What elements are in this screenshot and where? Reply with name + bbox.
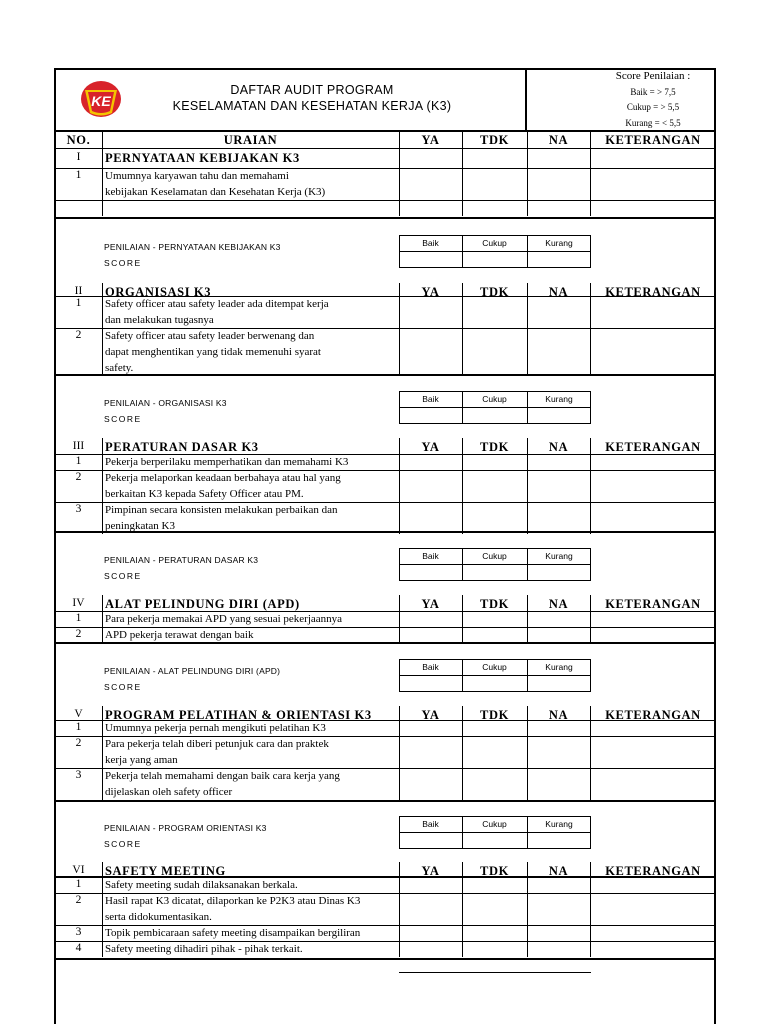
kurang-label: Kurang <box>545 238 573 248</box>
item-number: 1 <box>75 721 82 733</box>
header-bottom-line <box>55 130 716 132</box>
grid-line <box>55 941 716 942</box>
grid-line <box>102 784 103 800</box>
grid-line <box>102 470 103 486</box>
grid-line <box>55 454 716 455</box>
grid-line <box>102 312 103 328</box>
cukup-label: Cukup <box>482 394 507 404</box>
score-legend-cukup: Cukup = > 5,5 <box>626 102 680 112</box>
section-roman: V <box>74 708 83 720</box>
cukup-score-cell[interactable] <box>463 252 526 266</box>
penilaian-top <box>55 531 716 533</box>
grid-line <box>590 486 591 502</box>
item-number: 2 <box>75 329 82 341</box>
grid-line <box>462 752 463 768</box>
baik-label: Baik <box>422 819 439 829</box>
item-number: 3 <box>75 769 82 781</box>
grid-line <box>527 784 528 800</box>
grid-line <box>102 736 103 752</box>
item-text: berkaitan K3 kepada Safety Officer atau PM. <box>105 488 304 500</box>
grid-line <box>527 312 528 328</box>
grid-line <box>399 768 400 784</box>
grid-line <box>102 328 103 344</box>
grid-line <box>55 470 716 471</box>
grid-line <box>102 720 103 736</box>
grid-line <box>55 893 716 894</box>
grid-line <box>102 283 103 296</box>
item-number: 1 <box>75 169 82 181</box>
grid-line <box>590 168 591 184</box>
grid-line <box>462 328 463 344</box>
col-ya-header: YA <box>421 285 440 299</box>
grid-line <box>102 706 103 720</box>
grid-line <box>399 470 400 486</box>
item-text: peningkatan K3 <box>105 520 175 532</box>
grid-line <box>527 502 528 518</box>
grid-line <box>590 784 591 800</box>
cukup-label: Cukup <box>482 238 507 248</box>
grid-line <box>527 893 528 909</box>
grid-line <box>527 941 528 957</box>
grid-line <box>527 296 528 312</box>
cukup-label: Cukup <box>482 551 507 561</box>
col-tdk-header: TDK <box>480 708 509 722</box>
item-text: Umumnya pekerja pernah mengikuti pelatihan K3 <box>105 722 326 734</box>
item-text: Pekerja telah memahami dengan baik cara kerja yang <box>105 770 340 782</box>
grid-line <box>527 470 528 486</box>
penilaian-label: PENILAIAN - PERNYATAAN KEBIJAKAN K3 <box>104 242 281 252</box>
col-na-header: NA <box>548 440 569 454</box>
grid-line <box>399 925 400 941</box>
grid-line <box>590 148 591 168</box>
grid-line <box>55 328 716 329</box>
grid-line <box>399 328 400 344</box>
section-title: SAFETY MEETING <box>105 864 226 878</box>
item-text: Para pekerja telah diberi petunjuk cara dan praktek <box>105 738 329 750</box>
kurang-score-cell[interactable] <box>528 565 590 579</box>
grid-line <box>527 184 528 200</box>
grid-line <box>527 909 528 925</box>
grid-line <box>102 893 103 909</box>
grid-line <box>399 611 400 627</box>
col-keterangan-header: KETERANGAN <box>605 133 701 147</box>
grid-line <box>462 344 463 360</box>
grid-line <box>399 312 400 328</box>
cukup-label: Cukup <box>482 662 507 672</box>
grid-line <box>55 736 716 737</box>
baik-score-cell[interactable] <box>400 676 461 690</box>
grid-line <box>527 720 528 736</box>
item-number: 4 <box>75 942 82 954</box>
grid-line <box>527 627 528 643</box>
grid-line <box>55 768 716 769</box>
item-number: 1 <box>75 297 82 309</box>
score-label: SCORE <box>104 682 142 692</box>
grid-line <box>399 148 400 168</box>
grid-line <box>590 312 591 328</box>
grid-line <box>55 296 716 297</box>
score-label: SCORE <box>104 839 142 849</box>
grid-line <box>399 784 400 800</box>
grid-line <box>590 877 591 893</box>
grid-line <box>462 611 463 627</box>
kurang-label: Kurang <box>545 819 573 829</box>
penilaian-top <box>55 800 716 802</box>
grid-line <box>462 184 463 200</box>
grid-line <box>399 200 400 216</box>
penilaian-label: PENILAIAN - ORGANISASI K3 <box>104 398 227 408</box>
item-text: Pekerja berperilaku memperhatikan dan memahami K3 <box>105 456 349 468</box>
grid-line <box>590 736 591 752</box>
grid-line <box>527 925 528 941</box>
grid-line <box>590 909 591 925</box>
grid-line <box>590 893 591 909</box>
item-number: 3 <box>75 503 82 515</box>
baik-score-cell[interactable] <box>400 833 461 847</box>
item-text: Umumnya karyawan tahu dan memahami <box>105 170 289 182</box>
item-text: Safety meeting dihadiri pihak - pihak terkait. <box>105 943 303 955</box>
grid-line <box>102 611 103 627</box>
col-keterangan-header: KETERANGAN <box>605 285 701 299</box>
grid-line <box>399 941 400 957</box>
item-number: 1 <box>75 612 82 624</box>
item-text: APD pekerja terawat dengan baik <box>105 629 254 641</box>
grid-line <box>590 200 591 216</box>
grid-line <box>590 344 591 360</box>
item-number: 2 <box>75 628 82 640</box>
grid-line <box>102 486 103 502</box>
grid-line <box>102 877 103 893</box>
grid-line <box>55 720 716 721</box>
doc-title-line1: DAFTAR AUDIT PROGRAM <box>230 83 394 97</box>
baik-score-cell[interactable] <box>400 252 461 266</box>
col-na-header: NA <box>548 285 569 299</box>
item-text: safety. <box>105 362 134 374</box>
grid-line <box>399 502 400 518</box>
score-legend-baik: Baik = > 7,5 <box>630 87 676 97</box>
item-text: Para pekerja memakai APD yang sesuai pekerjaannya <box>105 613 343 625</box>
score-legend-kurang: Kurang = < 5,5 <box>625 118 681 128</box>
grid-line <box>102 941 103 957</box>
item-text: Pekerja melaporkan keadaan berbahaya atau hal yang <box>105 472 341 484</box>
penilaian-label: PENILAIAN - ALAT PELINDUNG DIRI (APD) <box>104 666 281 676</box>
section-title: PERNYATAAN KEBIJAKAN K3 <box>105 151 300 165</box>
grid-line <box>462 470 463 486</box>
cukup-score-cell[interactable] <box>463 408 526 422</box>
col-tdk-header: TDK <box>480 597 509 611</box>
grid-line <box>102 627 103 643</box>
grid-line <box>462 200 463 216</box>
grid-line <box>590 611 591 627</box>
col-keterangan-header: KETERANGAN <box>605 597 701 611</box>
col-tdk-header: TDK <box>480 133 509 147</box>
penilaian-label: PENILAIAN - PERATURAN DASAR K3 <box>104 555 259 565</box>
grid-line <box>590 502 591 518</box>
grid-line <box>462 909 463 925</box>
grid-line <box>102 296 103 312</box>
grid-line <box>102 925 103 941</box>
item-text: Safety officer atau safety leader berwenang dan <box>105 330 315 342</box>
grid-line <box>527 486 528 502</box>
col-tdk-header: TDK <box>480 864 509 878</box>
baik-label: Baik <box>422 238 439 248</box>
col-no-header: NO. <box>66 133 91 147</box>
grid-line <box>102 909 103 925</box>
grid-line <box>590 328 591 344</box>
grid-line <box>462 736 463 752</box>
grid-line <box>102 752 103 768</box>
svg-text:KE: KE <box>91 93 111 109</box>
grid-line <box>102 502 103 518</box>
col-keterangan-header: KETERANGAN <box>605 440 701 454</box>
section-roman: IV <box>72 597 85 609</box>
grid-line <box>462 627 463 643</box>
grid-line <box>590 768 591 784</box>
col-ya-header: YA <box>421 864 440 878</box>
grid-line <box>590 184 591 200</box>
cukup-score-cell[interactable] <box>463 833 526 847</box>
grid-line <box>102 595 103 611</box>
baik-label: Baik <box>422 394 439 404</box>
item-text: Pimpinan secara konsisten melakukan perbaikan dan <box>105 504 338 516</box>
cukup-label: Cukup <box>482 819 507 829</box>
grid-line <box>590 925 591 941</box>
doc-title-line2: KESELAMATAN DAN KESEHATAN KERJA (K3) <box>172 99 452 113</box>
item-text: dijelaskan oleh safety officer <box>105 786 233 798</box>
item-number: 2 <box>75 894 82 906</box>
item-text: Safety officer atau safety leader ada ditempat kerja <box>105 298 329 310</box>
grid-line <box>399 877 400 893</box>
grid-line <box>462 768 463 784</box>
item-text: kebijakan Keselamatan dan Kesehatan Kerja (K3) <box>105 186 326 198</box>
grid-line <box>462 148 463 168</box>
grid-line <box>102 768 103 784</box>
grid-line <box>55 877 716 878</box>
cukup-score-cell[interactable] <box>463 565 526 579</box>
penilaian-top <box>55 217 716 219</box>
grid-line <box>527 736 528 752</box>
col-na-header: NA <box>548 864 569 878</box>
kurang-label: Kurang <box>545 394 573 404</box>
grid-line <box>399 909 400 925</box>
item-text: Safety meeting sudah dilaksanakan berkala. <box>105 879 298 891</box>
grid-line <box>102 344 103 360</box>
item-number: 1 <box>75 455 82 467</box>
grid-line <box>527 148 528 168</box>
section-vi-bottom <box>55 958 716 960</box>
penilaian-top <box>55 642 716 644</box>
baik-label: Baik <box>422 551 439 561</box>
grid-line <box>462 925 463 941</box>
grid-line <box>55 627 716 628</box>
grid-line <box>55 611 716 612</box>
kurang-label: Kurang <box>545 662 573 672</box>
grid-line <box>527 200 528 216</box>
item-number: 2 <box>75 737 82 749</box>
item-text: dan melakukan tugasnya <box>105 314 214 326</box>
col-ya-header: YA <box>421 597 440 611</box>
grid-line <box>102 438 103 454</box>
grid-line <box>102 148 103 168</box>
section-roman: I <box>76 151 81 163</box>
col-na-header: NA <box>548 708 569 722</box>
kurang-score-cell[interactable] <box>528 408 590 422</box>
grid-line <box>462 784 463 800</box>
grid-line <box>462 720 463 736</box>
kurang-score-cell[interactable] <box>528 252 590 266</box>
item-text: dapat menghentikan yang tidak memenuhi syarat <box>105 346 321 358</box>
grid-line <box>462 296 463 312</box>
score-legend-title: Score Penilaian : <box>615 70 691 82</box>
grid-line <box>462 454 463 470</box>
grid-line <box>399 736 400 752</box>
col-uraian-header: URAIAN <box>223 133 278 147</box>
grid-line <box>55 502 716 503</box>
grid-line <box>399 720 400 736</box>
score-label: SCORE <box>104 414 142 424</box>
kurang-score-cell[interactable] <box>528 676 590 690</box>
baik-label: Baik <box>422 662 439 672</box>
grid-line <box>590 720 591 736</box>
baik-score-cell[interactable] <box>400 408 461 422</box>
grid-line <box>462 941 463 957</box>
grid-line <box>102 184 103 200</box>
section-title: ALAT PELINDUNG DIRI (APD) <box>105 597 300 611</box>
grid-line <box>590 296 591 312</box>
grid-line <box>590 470 591 486</box>
grid-line <box>527 611 528 627</box>
grid-line <box>527 752 528 768</box>
item-text: Topik pembicaraan safety meeting disampaikan bergiliran <box>105 927 361 939</box>
section-roman: III <box>72 440 85 452</box>
col-keterangan-header: KETERANGAN <box>605 708 701 722</box>
kurang-score-cell[interactable] <box>528 833 590 847</box>
grid-line <box>399 486 400 502</box>
grid-line <box>527 454 528 470</box>
grid-line <box>399 296 400 312</box>
grid-line <box>102 454 103 470</box>
col-ya-header: YA <box>421 440 440 454</box>
col-ya-header: YA <box>421 133 440 147</box>
grid-line <box>527 328 528 344</box>
grid-line <box>55 925 716 926</box>
grid-line <box>55 200 716 201</box>
section-title: PROGRAM PELATIHAN & ORIENTASI K3 <box>105 708 372 722</box>
item-text: kerja yang aman <box>105 754 178 766</box>
signature-line <box>399 972 591 973</box>
penilaian-label: PENILAIAN - PROGRAM ORIENTASI K3 <box>104 823 267 833</box>
grid-line <box>462 502 463 518</box>
penilaian-top <box>55 374 716 376</box>
grid-line <box>462 312 463 328</box>
grid-line <box>102 862 103 876</box>
grid-line <box>462 893 463 909</box>
section-title: PERATURAN DASAR K3 <box>105 440 259 454</box>
col-ya-header: YA <box>421 708 440 722</box>
baik-score-cell[interactable] <box>400 565 461 579</box>
grid-line <box>462 168 463 184</box>
score-label: SCORE <box>104 571 142 581</box>
grid-line <box>399 627 400 643</box>
grid-line <box>399 184 400 200</box>
grid-line <box>590 752 591 768</box>
grid-line <box>590 941 591 957</box>
item-number: 2 <box>75 471 82 483</box>
grid-line <box>399 893 400 909</box>
kurang-label: Kurang <box>545 551 573 561</box>
grid-line <box>527 168 528 184</box>
col-tdk-header: TDK <box>480 440 509 454</box>
grid-line <box>399 454 400 470</box>
grid-line <box>462 877 463 893</box>
grid-line <box>399 168 400 184</box>
grid-line <box>102 168 103 184</box>
col-tdk-header: TDK <box>480 285 509 299</box>
grid-line <box>462 486 463 502</box>
grid-line <box>590 454 591 470</box>
grid-line <box>527 768 528 784</box>
item-text: serta didokumentasikan. <box>105 911 212 923</box>
item-text: Hasil rapat K3 dicatat, dilaporkan ke P2K3 atau Dinas K3 <box>105 895 361 907</box>
cukup-score-cell[interactable] <box>463 676 526 690</box>
header-divider <box>525 68 527 131</box>
section-roman: II <box>74 285 83 297</box>
col-na-header: NA <box>548 133 569 147</box>
col-na-header: NA <box>548 597 569 611</box>
grid-line <box>55 168 716 169</box>
section-roman: VI <box>72 864 85 876</box>
grid-line <box>527 344 528 360</box>
section-title: ORGANISASI K3 <box>105 285 212 299</box>
grid-line <box>590 627 591 643</box>
grid-line <box>102 200 103 216</box>
grid-line <box>399 344 400 360</box>
item-number: 1 <box>75 878 82 890</box>
grid-line <box>527 877 528 893</box>
grid-line <box>55 148 716 149</box>
grid-line <box>399 752 400 768</box>
item-number: 3 <box>75 926 82 938</box>
score-label: SCORE <box>104 258 142 268</box>
col-keterangan-header: KETERANGAN <box>605 864 701 878</box>
